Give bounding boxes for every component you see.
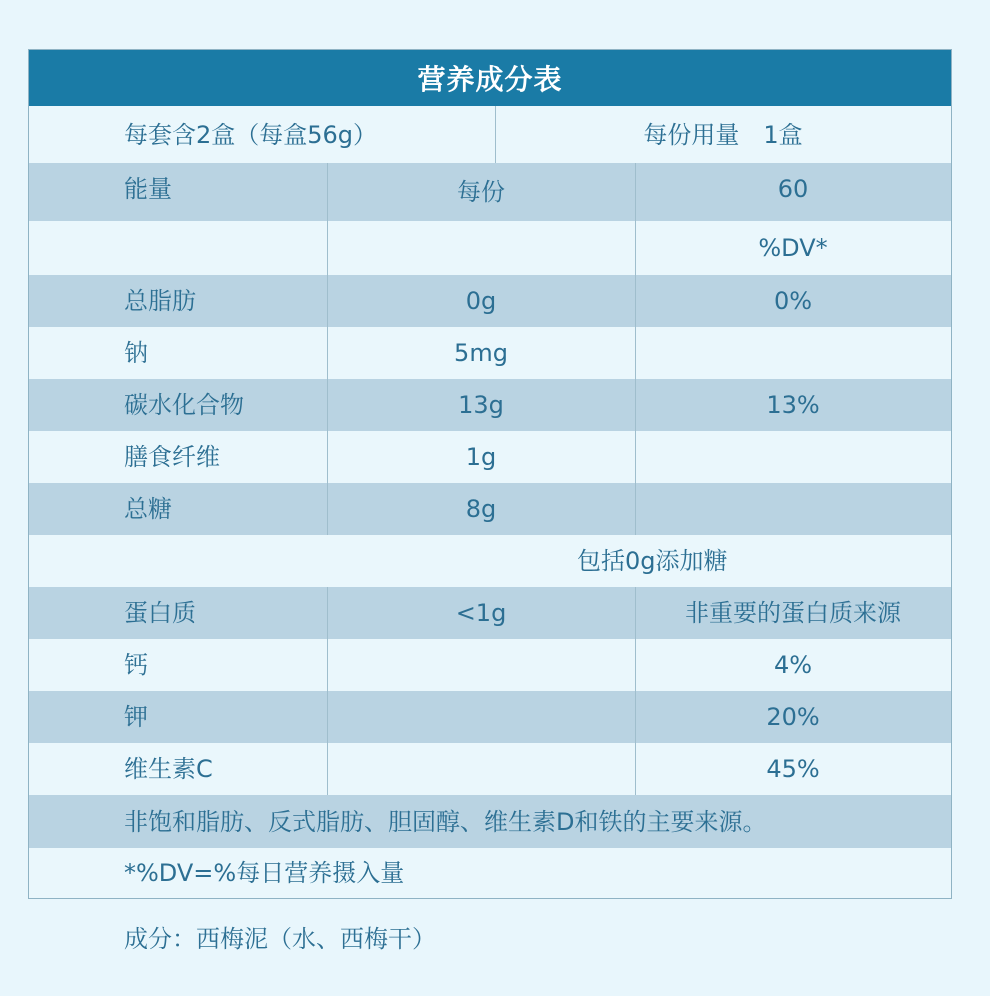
nutrient-dv — [635, 431, 951, 483]
table-row — [29, 275, 951, 327]
note-row — [29, 795, 951, 848]
divider — [635, 431, 636, 483]
nutrient-label: 蛋白质 — [124, 599, 196, 627]
nutrient-amount: 5mg — [454, 339, 508, 367]
nutrient-label: 总脂肪 — [124, 287, 196, 315]
nutrient-amount: 8g — [465, 495, 497, 523]
divider — [327, 691, 328, 743]
nutrient-amount — [327, 743, 635, 795]
dv-header-row — [29, 221, 951, 275]
divider — [327, 163, 328, 221]
nutrient-dv: 0% — [773, 287, 813, 315]
divider — [635, 587, 636, 639]
nutrient-amount: 13g — [458, 391, 504, 419]
table-row — [29, 379, 951, 431]
energy-value: 60 — [777, 175, 809, 203]
nutrient-amount: 0g — [465, 287, 497, 315]
nutrient-label: 钠 — [124, 339, 148, 367]
nutrient-amount — [327, 691, 635, 743]
divider — [327, 275, 328, 327]
dv-header: %DV* — [758, 234, 828, 262]
divider — [327, 587, 328, 639]
nutrient-dv: 4% — [773, 651, 813, 679]
divider — [327, 327, 328, 379]
added-sugar-row — [29, 535, 951, 587]
table-row — [29, 639, 951, 691]
divider — [635, 639, 636, 691]
nutrient-amount: <1g — [455, 599, 507, 627]
nutrient-label: 钾 — [124, 703, 148, 731]
energy-per-serving: 每份 — [457, 178, 505, 206]
ingredients-text: 成分：西梅泥（水、西梅干） — [124, 925, 436, 953]
serving-size: 每份用量 1盒 — [643, 120, 803, 149]
nutrient-label: 总糖 — [124, 495, 172, 523]
divider — [635, 275, 636, 327]
divider — [327, 483, 328, 535]
table-row — [29, 743, 951, 795]
divider — [327, 743, 328, 795]
table-row — [29, 431, 951, 483]
nutrient-amount — [327, 639, 635, 691]
divider — [327, 431, 328, 483]
dv-header-mid — [327, 221, 635, 275]
nutrition-table — [28, 49, 952, 899]
table-row — [29, 483, 951, 535]
divider — [327, 221, 328, 275]
nutrient-label: 钙 — [124, 651, 148, 679]
divider — [327, 379, 328, 431]
dv-header-label — [29, 221, 327, 275]
note-dv-definition: *%DV=%每日营养摄入量 — [124, 859, 405, 887]
divider — [635, 743, 636, 795]
table-row — [29, 587, 951, 639]
note-row — [29, 848, 951, 898]
divider — [635, 691, 636, 743]
added-sugar-text: 包括0g添加糖 — [577, 547, 728, 575]
table-title: 营养成分表 — [29, 50, 951, 106]
nutrient-dv — [635, 327, 951, 379]
nutrient-dv — [635, 483, 951, 535]
divider — [635, 327, 636, 379]
note-main-sources: 非饱和脂肪、反式脂肪、胆固醇、维生素D和铁的主要来源。 — [124, 807, 767, 836]
nutrient-dv: 45% — [766, 755, 820, 783]
nutrient-dv: 20% — [766, 703, 820, 731]
divider — [635, 221, 636, 275]
nutrient-dv: 13% — [766, 391, 820, 419]
nutrient-dv: 非重要的蛋白质来源 — [685, 599, 901, 627]
energy-row — [29, 163, 951, 221]
serving-row — [29, 106, 951, 163]
divider — [635, 379, 636, 431]
divider — [635, 483, 636, 535]
nutrient-label: 碳水化合物 — [124, 391, 244, 419]
nutrient-label: 膳食纤维 — [124, 443, 220, 471]
energy-label: 能量 — [124, 175, 172, 203]
table-row — [29, 327, 951, 379]
nutrient-amount: 1g — [465, 443, 497, 471]
divider — [635, 163, 636, 221]
serving-per-set: 每套含2盒（每盒56g） — [124, 120, 378, 149]
table-row — [29, 691, 951, 743]
nutrient-label: 维生素C — [124, 755, 213, 783]
divider — [327, 639, 328, 691]
